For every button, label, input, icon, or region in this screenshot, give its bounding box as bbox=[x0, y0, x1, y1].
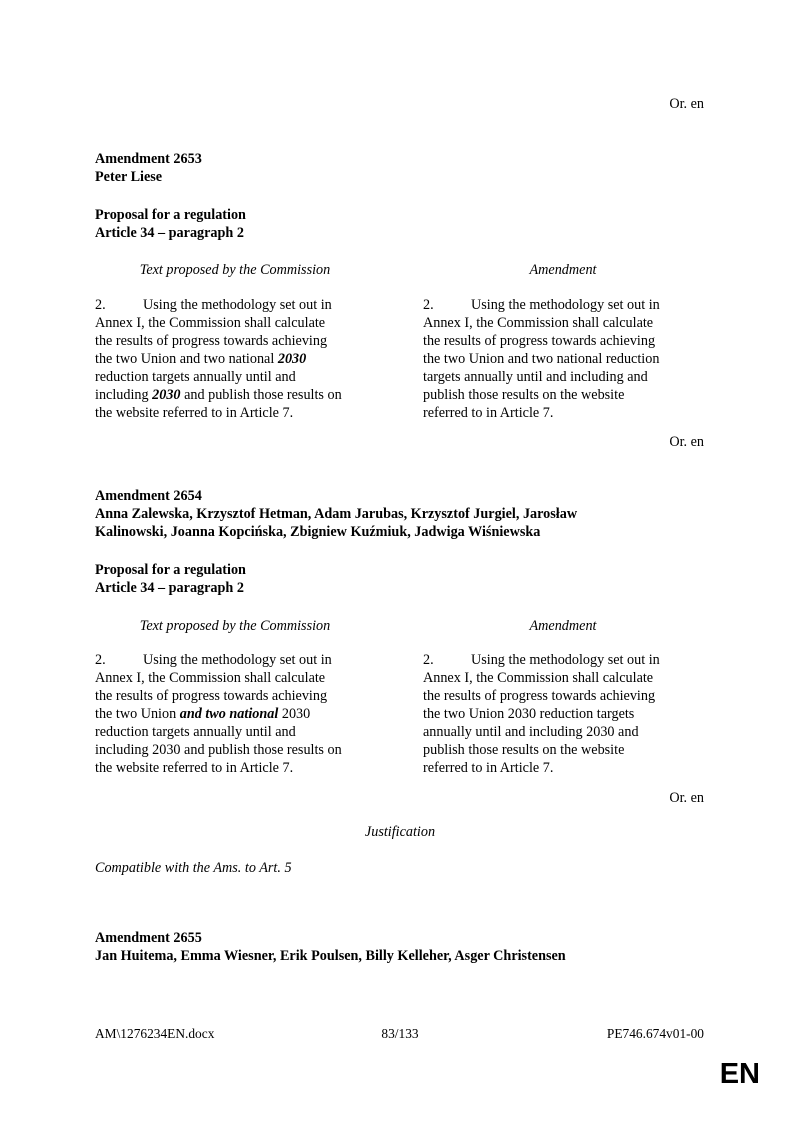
amendment-2653-right-header: Amendment bbox=[529, 262, 597, 278]
amendment-2653-amendment-text: 2. Using the methodology set out in Annex I, the Commission shall calculate the results of progress towards achieving the two Union and two national reduction targets annually until and including and publish those results on the website referred to in Article 7. bbox=[423, 297, 660, 421]
amendment-2655-authors: Jan Huitema, Emma Wiesner, Erik Poulsen, Billy Kelleher, Asger Christensen bbox=[95, 948, 566, 964]
paragraph-number: 2. bbox=[423, 297, 434, 313]
language-mark: EN bbox=[719, 1058, 760, 1090]
justification-title: Justification bbox=[364, 824, 436, 840]
amendment-2654-proposal: Proposal for a regulation bbox=[95, 562, 246, 578]
amendment-2654-authors-line2: Kalinowski, Joanna Kopcińska, Zbigniew Kuźmiuk, Jadwiga Wiśniewska bbox=[95, 524, 541, 540]
amendment-2654-commission-text: 2. Using the methodology set out in Annex I, the Commission shall calculate the results of progress towards achieving the two Union and two national 2030 reduction targets annually until and including 2030 and publish those results on the website referred to in Article 7. bbox=[95, 652, 342, 776]
amendment-2654-left-header: Text proposed by the Commission bbox=[139, 618, 331, 634]
amendment-2653-authors: Peter Liese bbox=[95, 169, 163, 185]
emphasis-2030: 2030 bbox=[277, 351, 307, 367]
emphasis-2030: 2030 bbox=[152, 387, 181, 403]
amendment-2653-article: Article 34 – paragraph 2 bbox=[95, 225, 244, 241]
paragraph-number: 2. bbox=[95, 652, 106, 668]
footer-document-reference: AM\1276234EN.docx bbox=[95, 1026, 215, 1041]
emphasis-and-two-national: and two national bbox=[179, 706, 279, 722]
amendment-2654-authors-line1: Anna Zalewska, Krzysztof Hetman, Adam Jarubas, Krzysztof Jurgiel, Jarosław bbox=[95, 506, 578, 522]
justification-text: Compatible with the Ams. to Art. 5 bbox=[95, 860, 292, 876]
amendment-2653-title: Amendment 2653 bbox=[95, 151, 202, 167]
amendment-2653-left-header: Text proposed by the Commission bbox=[139, 262, 331, 278]
original-language-top: Or. en bbox=[669, 96, 704, 112]
amendment-2654-title: Amendment 2654 bbox=[95, 488, 202, 504]
amendment-2654-original-language: Or. en bbox=[669, 790, 704, 806]
paragraph-number: 2. bbox=[95, 297, 106, 313]
amendment-2654-right-header: Amendment bbox=[529, 618, 597, 634]
amendment-2654-article: Article 34 – paragraph 2 bbox=[95, 580, 244, 596]
footer-page-number: 83/133 bbox=[381, 1026, 419, 1041]
paragraph-number: 2. bbox=[423, 652, 434, 668]
amendment-2653-commission-text: 2. Using the methodology set out in Annex I, the Commission shall calculate the results of progress towards achieving the two Union and two national 2030 reduction targets annually until and including 2030 and publish those results on the website referred to in Article 7. bbox=[95, 297, 342, 421]
amendment-2653-original-language: Or. en bbox=[669, 434, 704, 450]
amendment-2654-amendment-text: 2. Using the methodology set out in Annex I, the Commission shall calculate the results of progress towards achieving the two Union 2030 reduction targets annually until and including 2030 and publish those results on the website referred to in Article 7. bbox=[423, 652, 660, 776]
amendment-2655-title: Amendment 2655 bbox=[95, 930, 202, 946]
amendment-2653-proposal: Proposal for a regulation bbox=[95, 207, 246, 223]
footer-pe-reference: PE746.674v01-00 bbox=[606, 1026, 704, 1041]
